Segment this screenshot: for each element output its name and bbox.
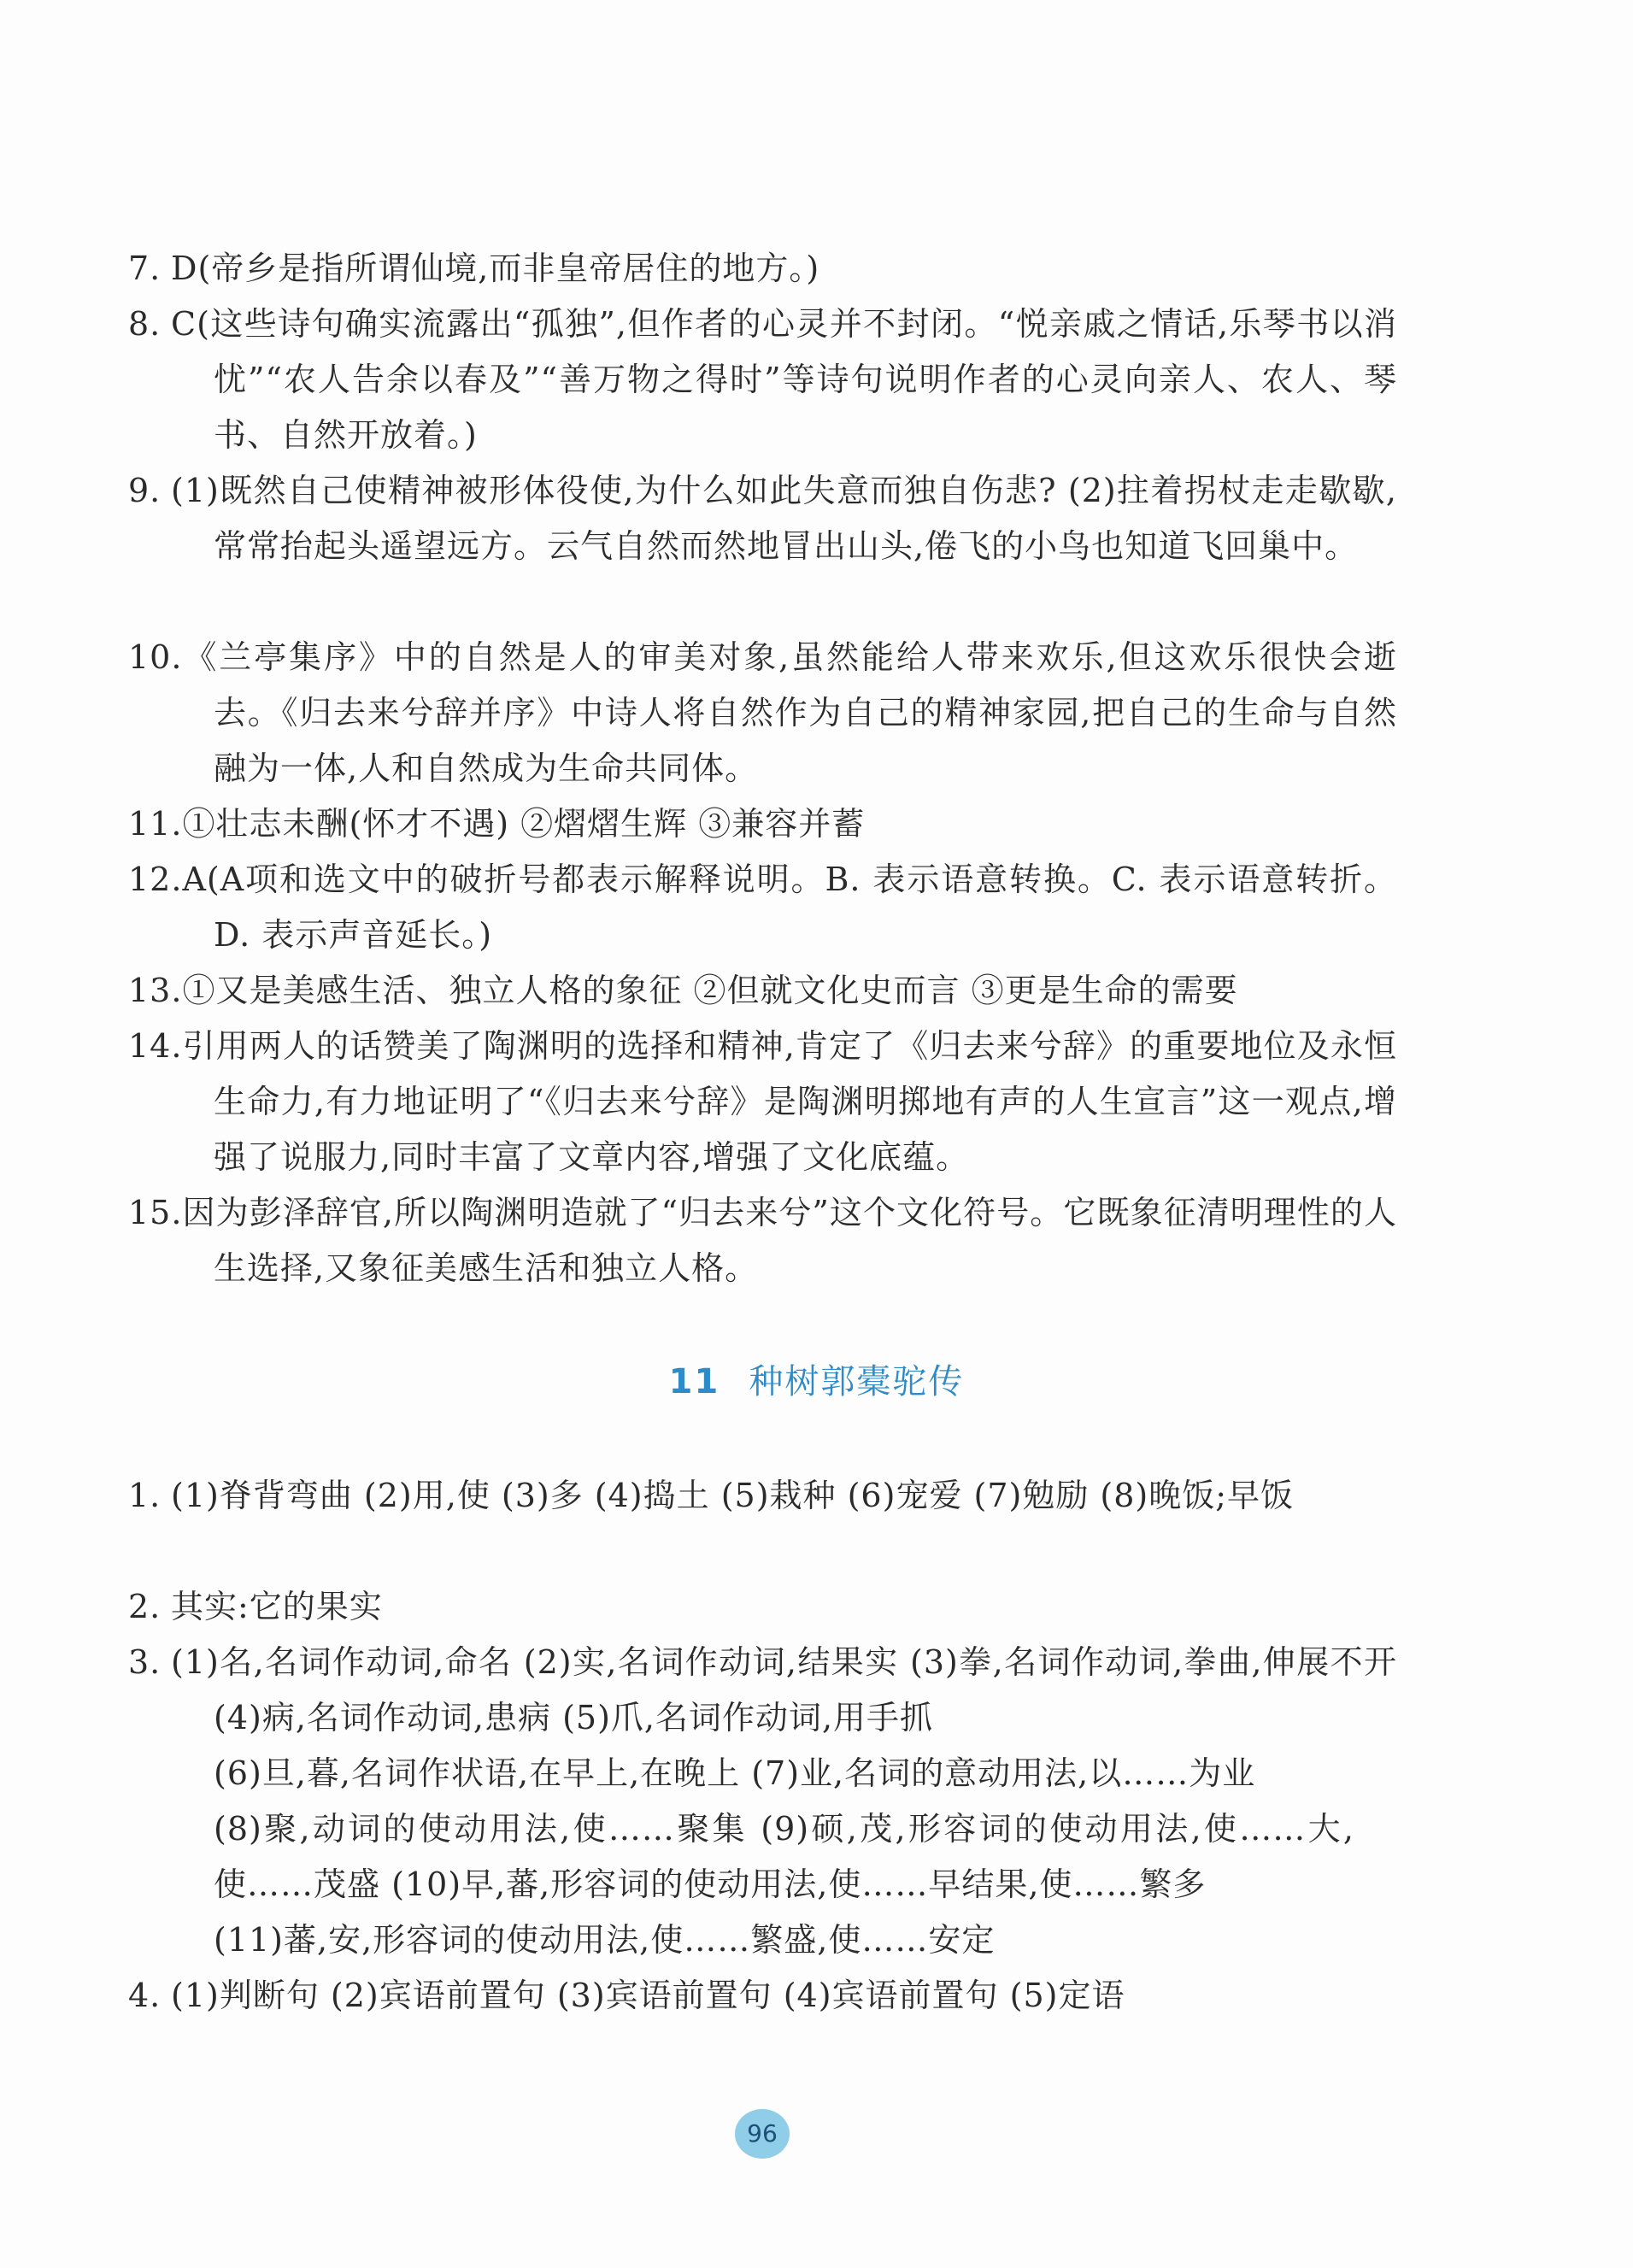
item-text: (6)旦,暮,名词作状语,在早上,在晚上 (7)业,名词的意动用法,以……为业 xyxy=(214,1754,1256,1792)
item-number: 14. xyxy=(128,1027,183,1065)
item-text: (1)名,名词作动词,命名 (2)实,名词作动词,结果实 (3)拳,名词作动词,拳曲,伸展不开 (4)病,名词作动词,患病 (5)爪,名词作动词,用手抓 xyxy=(171,1643,1397,1736)
page-number-badge: 96 xyxy=(735,2109,790,2159)
item-text: D(帝乡是指所谓仙境,而非皇帝居住的地方。) xyxy=(171,250,820,287)
answer-item-s2-3-cont2 xyxy=(214,1801,1354,1913)
item-number: 15. xyxy=(128,1194,183,1231)
answer-item-s2-3-cont3 xyxy=(214,1913,1354,1968)
item-number: 11. xyxy=(128,805,183,843)
section-heading xyxy=(0,1354,1633,1403)
section-number: 11 xyxy=(668,1362,720,1401)
item-text: (1)既然自己使精神被形体役使,为什么如此失意而独自伤悲? (2)拄着拐杖走走歇歇,常常抬起头遥望远方。云气自然而然地冒出山头,倦飞的小鸟也知道飞回巢中。 xyxy=(171,472,1397,565)
item-text: (8)聚,动词的使动用法,使……聚集 (9)硕,茂,形容词的使动用法,使……大,使……茂盛 (10)早,蕃,形容词的使动用法,使……早结果,使……繁多 xyxy=(214,1810,1354,1903)
answer-item-s2-4: 4. (1)判断句 (2)宾语前置句 (3)宾语前置句 (4)宾语前置句 (5)定语 xyxy=(128,1977,1125,2014)
item-text: C(这些诗句确实流露出“孤独”,但作者的心灵并不封闭。“悦亲戚之情话,乐琴书以消忧”“农人告余以春及”“善万物之得时”等诗句说明作者的心灵向亲人、农人、琴书、自然开放着。) xyxy=(171,305,1397,454)
item-number: 13. xyxy=(128,972,183,1009)
answer-item-7: 7. D(帝乡是指所谓仙境,而非皇帝居住的地方。) xyxy=(128,250,820,287)
answer-item-13 xyxy=(128,963,1397,1019)
item-text: ①壮志未酬(怀才不遇) ②熠熠生辉 ③兼容并蓄 xyxy=(182,805,866,843)
answer-item-s2-1: 1. (1)脊背弯曲 (2)用,使 (3)多 (4)捣土 (5)栽种 (6)宠爱 (7)勉励 (8)晚饭;早饭 xyxy=(128,1477,1295,1514)
item-text: 因为彭泽辞官,所以陶渊明造就了“归去来兮”这个文化符号。它既象征清明理性的人生选择,又象征美感生活和独立人格。 xyxy=(182,1194,1397,1287)
item-text: 《兰亭集序》中的自然是人的审美对象,虽然能给人带来欢乐,但这欢乐很快会逝去。《归去来兮辞并序》中诗人将自然作为自己的精神家园,把自己的生命与自然融为一体,人和自然成为生命共同体。 xyxy=(182,638,1397,787)
item-number: 12. xyxy=(128,861,183,898)
item-text: (1)脊背弯曲 (2)用,使 (3)多 (4)捣土 (5)栽种 (6)宠爱 (7)勉励 (8)晚饭;早饭 xyxy=(171,1477,1295,1514)
section-title-text: 种树郭橐驼传 xyxy=(749,1362,965,1401)
item-text: (1)判断句 (2)宾语前置句 (3)宾语前置句 (4)宾语前置句 (5)定语 xyxy=(171,1977,1125,2014)
answer-item-s2-3-cont1 xyxy=(214,1746,1354,1801)
answer-item-s2-3: 3. (1)名,名词作动词,命名 (2)实,名词作动词,结果实 (3)拳,名词作动词,拳曲,伸展不开 (4)病,名词作动词,患病 (5)爪,名词作动词,用手抓 xyxy=(128,1643,1397,1736)
answer-item-10 xyxy=(128,630,1397,796)
answer-item-8: 8. C(这些诗句确实流露出“孤独”,但作者的心灵并不封闭。“悦亲戚之情话,乐琴书以消忧”“农人告余以春及”“善万物之得时”等诗句说明作者的心灵向亲人、农人、琴书、自然开放着。) xyxy=(128,305,1397,454)
answer-item-15 xyxy=(128,1185,1397,1296)
item-text: (11)蕃,安,形容词的使动用法,使……繁盛,使……安定 xyxy=(214,1921,996,1959)
answer-item-s2-2: 2. 其实:它的果实 xyxy=(128,1588,383,1625)
answer-item-11 xyxy=(128,796,1397,852)
answer-item-14 xyxy=(128,1019,1397,1185)
answer-item-9: 9. (1)既然自己使精神被形体役使,为什么如此失意而独自伤悲? (2)拄着拐杖走走歇歇,常常抬起头遥望远方。云气自然而然地冒出山头,倦飞的小鸟也知道飞回巢中。 xyxy=(128,472,1397,565)
item-text: ①又是美感生活、独立人格的象征 ②但就文化史而言 ③更是生命的需要 xyxy=(182,972,1238,1009)
item-text: A(A项和选文中的破折号都表示解释说明。B. 表示语意转换。C. 表示语意转折。D. 表示声音延长。) xyxy=(182,861,1397,954)
answer-item-12 xyxy=(128,852,1397,963)
item-text: 引用两人的话赞美了陶渊明的选择和精神,肯定了《归去来兮辞》的重要地位及永恒生命力,有力地证明了“《归去来兮辞》是陶渊明掷地有声的人生宣言”这一观点,增强了说服力,同时丰富了文章内容,增强了文化底蕴。 xyxy=(182,1027,1397,1176)
item-text: 其实:它的果实 xyxy=(171,1588,383,1625)
item-number: 10. xyxy=(128,638,183,676)
